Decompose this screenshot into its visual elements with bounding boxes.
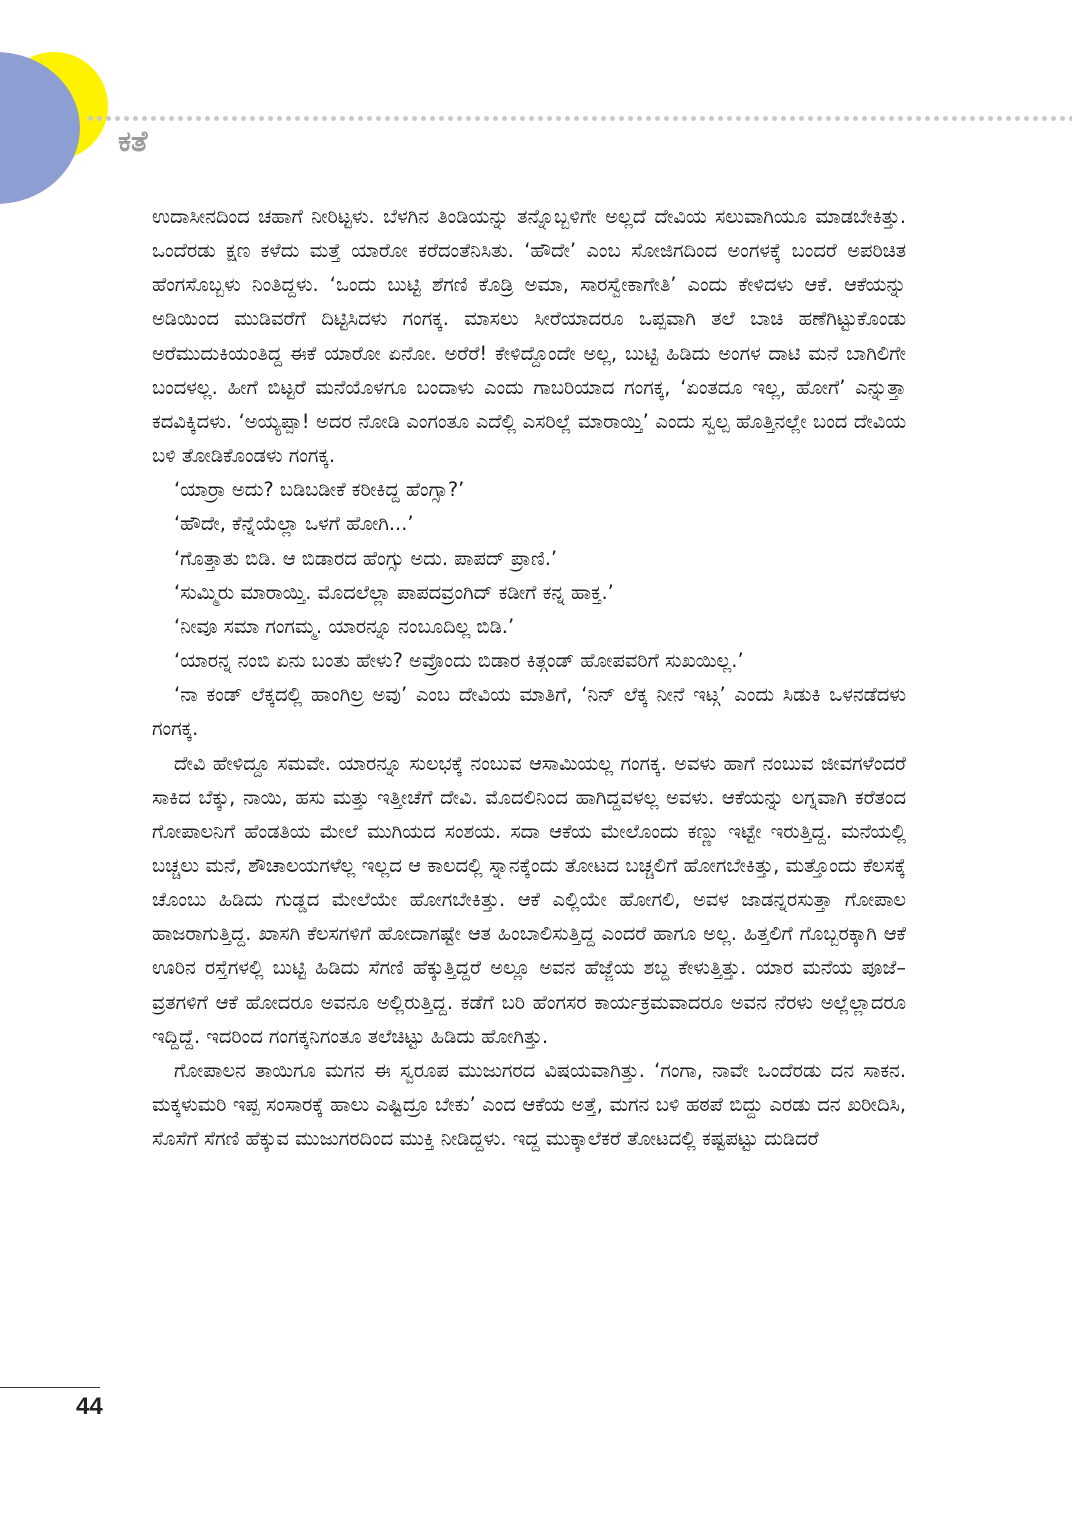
dotted-divider [88,116,1072,124]
divider-dot [574,116,579,121]
divider-dot [421,116,426,121]
paragraph: ‘ನಾ ಕಂಡ್ ಲೆಕ್ಕದಲ್ಲಿ ಹಾಂಗಿಲ್ರ ಅವು’ ಎಂಬ ದೇವಿಯ ಮಾತಿಗೆ, ‘ನಿನ್ ಲೆಕ್ಕ ನೀನೆ ಇಟ್ಗ’ ಎಂದು ಸಿಡುಕಿ ಒಳನಡೆದಳು ಗಂಗಕ್ಕ. [152,683,906,741]
divider-dot [934,116,939,121]
divider-dot [880,116,885,121]
divider-dot [646,116,651,121]
divider-dot [286,116,291,121]
divider-dot [997,116,1002,121]
divider-dot [628,116,633,121]
divider-dot [754,116,759,121]
divider-dot [529,116,534,121]
divider-dot [790,116,795,121]
divider-dot [673,116,678,121]
divider-dot [1015,116,1020,121]
divider-dot [700,116,705,121]
divider-dot [88,116,93,121]
divider-dot [799,116,804,121]
divider-dot [889,116,894,121]
divider-dot [655,116,660,121]
divider-dot [745,116,750,121]
divider-dot [169,116,174,121]
divider-dot [187,116,192,121]
divider-dot [277,116,282,121]
divider-dot [871,116,876,121]
divider-dot [547,116,552,121]
divider-dot [1006,116,1011,121]
divider-dot [835,116,840,121]
divider-dot [223,116,228,121]
divider-dot [142,116,147,121]
divider-dot [736,116,741,121]
divider-dot [268,116,273,121]
divider-dot [610,116,615,121]
divider-dot [511,116,516,121]
divider-dot [916,116,921,121]
story-text [152,200,906,1156]
divider-dot [304,116,309,121]
divider-dot [817,116,822,121]
divider-dot [853,116,858,121]
divider-dot [502,116,507,121]
divider-dot [439,116,444,121]
divider-dot [907,116,912,121]
divider-dot [727,116,732,121]
divider-dot [1024,116,1029,121]
divider-dot [664,116,669,121]
divider-dot [925,116,930,121]
divider-dot [493,116,498,121]
paragraph: ‘ನೀವೂ ಸಮಾ ಗಂಗಮ್ಮ. ಯಾರನ್ನೂ ನಂಬೂದಿಲ್ಲ ಬಿಡಿ.’ [174,614,515,638]
divider-dot [403,116,408,121]
divider-dot [592,116,597,121]
divider-dot [763,116,768,121]
divider-dot [241,116,246,121]
divider-dot [691,116,696,121]
divider-dot [961,116,966,121]
divider-dot [583,116,588,121]
divider-dot [943,116,948,121]
divider-dot [106,116,111,121]
divider-dot [430,116,435,121]
divider-dot [862,116,867,121]
paragraph: ‘ಹೌದೇ, ಕೆನ್ನೆಯೆಲ್ಲಾ ಒಳಗೆ ಹೋಗಿ...’ [174,512,414,536]
divider-dot [457,116,462,121]
divider-dot [196,116,201,121]
divider-dot [178,116,183,121]
divider-dot [367,116,372,121]
page-number: 44 [76,1393,103,1420]
divider-dot [124,116,129,121]
divider-dot [412,116,417,121]
divider-dot [358,116,363,121]
divider-dot [205,116,210,121]
divider-dot [718,116,723,121]
divider-dot [556,116,561,121]
divider-dot [115,116,120,121]
divider-dot [1033,116,1038,121]
divider-dot [394,116,399,121]
divider-dot [898,116,903,121]
divider-dot [160,116,165,121]
divider-dot [565,116,570,121]
divider-dot [214,116,219,121]
divider-dot [601,116,606,121]
paragraph: ‘ಯಾರ್‍ರಾ ಅದು? ಬಡಿಬಡೀಕೆ ಕರೀಕಿದ್ದ ಹೆಂಗ್ಸಾ?’ [174,478,465,502]
divider-dot [979,116,984,121]
paragraph: ‘ಸುಮ್ಮಿರು ಮಾರಾಯ್ತಿ. ಮೊದಲೆಲ್ಲಾ ಪಾಪದವ್ರಂಗಿದ್ ಕಡೀಗೆ ಕನ್ನ ಹಾಕ್ತ.’ [174,580,614,604]
paragraph: ದೇವಿ ಹೇಳಿದ್ದೂ ಸಮವೇ. ಯಾರನ್ನೂ ಸುಲಭಕ್ಕೆ ನಂಬುವ ಆಸಾಮಿಯಲ್ಲ ಗಂಗಕ್ಕ. ಅವಳು ಹಾಗೆ ನಂಬುವ ಜೀವಗಳೆಂದರೆ ಸಾಕಿದ ಬೆಕ್ಕು, ನಾಯಿ, ಹಸು ಮತ್ತು ಇತ್ತೀಚೆಗೆ ದೇವಿ. ಮೊದಲಿನಿಂದ ಹಾಗಿದ್ದವಳಲ್ಲ ಅವಳು. ಆಕೆಯನ್ನು ಲಗ್ನವಾಗಿ ಕರೆತಂದ ಗೋಪಾಲನಿಗೆ ಹೆಂಡತಿಯ ಮೇಲೆ ಮುಗಿಯದ ಸಂಶಯ. ಸದಾ ಆಕೆಯ ಮೇಲೊಂದು ಕಣ್ಣು ಇಟ್ಟೇ ಇರುತ್ತಿದ್ದ. ಮನೆಯಲ್ಲಿ ಬಚ್ಚಲು ಮನೆ, ಶೌಚಾಲಯಗಳೆಲ್ಲ ಇಲ್ಲದ ಆ ಕಾಲದಲ್ಲಿ ಸ್ನಾನಕ್ಕೆಂದು ತೋಟದ ಬಚ್ಚಲಿಗೆ ಹೋಗಬೇಕಿತ್ತು, ಮತ್ತೊಂದು ಕೆಲಸಕ್ಕೆ ಚೊಂಬು ಹಿಡಿದು ಗುಡ್ಡದ ಮೇಲೆಯೇ ಹೋಗಬೇಕಿತ್ತು. ಆಕೆ ಎಲ್ಲಿಯೇ ಹೋಗಲಿ, ಅವಳ ಜಾಡನ್ನರಸುತ್ತಾ ಗೋಪಾಲ ಹಾಜರಾಗುತ್ತಿದ್ದ. ಖಾಸಗಿ ಕೆಲಸಗಳಿಗೆ ಹೋದಾಗಷ್ಟೇ ಆತ ಹಿಂಬಾಲಿಸುತ್ತಿದ್ದ ಎಂದರೆ ಹಾಗೂ ಅಲ್ಲ. ಹಿತ್ತಲಿಗೆ ಗೊಬ್ಬರಕ್ಕಾಗಿ ಆಕೆ ಊರಿನ ರಸ್ತೆಗಳಲ್ಲಿ ಬುಟ್ಟಿ ಹಿಡಿದು ಸೆಗಣಿ ಹೆಕ್ಕುತ್ತಿದ್ದರೆ ಅಲ್ಲೂ ಅವನ ಹೆಜ್ಜೆಯ ಶಬ್ದ ಕೇಳುತ್ತಿತ್ತು. ಯಾರ ಮನೆಯ ಪೂಜೆ–ವ್ರತಗಳಿಗೆ ಆಕೆ ಹೋದರೂ ಅವನೂ ಅಲ್ಲಿರುತ್ತಿದ್ದ. ಕಡೆಗೆ ಬರಿ ಹೆಂಗಸರ ಕಾರ್ಯಕ್ರಮವಾದರೂ ಅವನ ನೆರಳು ಅಲ್ಲೆಲ್ಲಾದರೂ ಇದ್ದಿದ್ದೆ. ಇದರಿಂದ ಗಂಗಕ್ಕನಿಗಂತೂ ತಲೆಚಿಟ್ಟು ಹಿಡಿದು ಹೋಗಿತ್ತು. [152,751,906,1048]
paragraph: ಉದಾಸೀನದಿಂದ ಚಹಾಗೆ ನೀರಿಟ್ಟಳು. ಬೆಳಗಿನ ತಿಂಡಿಯನ್ನು ತನ್ನೊಬ್ಬಳಿಗೇ ಅಲ್ಲದೆ ದೇವಿಯ ಸಲುವಾಗಿಯೂ ಮಾಡಬೇಕಿತ್ತು. ಒಂದೆರಡು ಕ್ಷಣ ಕಳೆದು ಮತ್ತೆ ಯಾರೋ ಕರೆದಂತೆನಿಸಿತು. ‘ಹೌದೇ’ ಎಂಬ ಸೋಜಿಗದಿಂದ ಅಂಗಳಕ್ಕೆ ಬಂದರೆ ಅಪರಿಚಿತ ಹೆಂಗಸೊಬ್ಬಳು ನಿಂತಿದ್ದಳು. ‘ಒಂದು ಬುಟ್ಟಿ ಶೆಗಣಿ ಕೊಡ್ರಿ ಅಮಾ, ಸಾರಸ್ವೇಕಾಗೇತಿ’ ಎಂದು ಕೇಳಿದಳು ಆಕೆ. ಆಕೆಯನ್ನು ಅಡಿಯಿಂದ ಮುಡಿವರೆಗೆ ದಿಟ್ಟಿಸಿದಳು ಗಂಗಕ್ಕ. ಮಾಸಲು ಸೀರೆಯಾದರೂ ಒಪ್ಪವಾಗಿ ತಲೆ ಬಾಚಿ ಹಣೆಗಿಟ್ಟುಕೊಂಡು ಅರೆಮುದುಕಿಯಂತಿದ್ದ ಈಕೆ ಯಾರೋ ಏನೋ. ಅರೆರೆ! ಕೇಳಿದ್ದೊಂದೇ ಅಲ್ಲ, ಬುಟ್ಟಿ ಹಿಡಿದು ಅಂಗಳ ದಾಟಿ ಮನೆ ಬಾಗಿಲಿಗೇ ಬಂದಳಲ್ಲ. ಹೀಗೆ ಬಿಟ್ಟರೆ ಮನೆಯೊಳಗೂ ಬಂದಾಳು ಎಂದು ಗಾಬರಿಯಾದ ಗಂಗಕ್ಕ, ‘ಏಂತದೂ ಇಲ್ಲ, ಹೋಗೆ’ ಎನ್ನುತ್ತಾ ಕದವಿಕ್ಕಿದಳು. ‘ಅಯ್ಯಪ್ಪಾ! ಅದರ ನೋಡಿ ಎಂಗಂತೂ ಎದೆಲ್ಲಿ ಎಸರಿಲ್ಲೆ ಮಾರಾಯ್ತಿ’ ಎಂದು ಸ್ವಲ್ಪ ಹೊತ್ತಿನಲ್ಲೇ ಬಂದ ದೇವಿಯ ಬಳಿ ತೋಡಿಕೊಂಡಳು ಗಂಗಕ್ಕ. [152,205,906,468]
divider-dot [1060,116,1065,121]
divider-dot [826,116,831,121]
divider-dot [637,116,642,121]
divider-dot [259,116,264,121]
paragraph: ಗೋಪಾಲನ ತಾಯಿಗೂ ಮಗನ ಈ ಸ್ವರೂಪ ಮುಜುಗರದ ವಿಷಯವಾಗಿತ್ತು. ‘ಗಂಗಾ, ನಾವೇ ಒಂದೆರಡು ದನ ಸಾಕನ. ಮಕ್ಕಳುಮರಿ ಇಪ್ಪ ಸಂಸಾರಕ್ಕೆ ಹಾಲು ಎಷ್ಟಿದ್ರೂ ಬೇಕು’ ಎಂದ ಆಕೆಯ ಅತ್ತೆ, ಮಗನ ಬಳಿ ಹಠಪೆ ಬಿದ್ದು ಎರಡು ದನ ಖರೀದಿಸಿ, ಸೊಸೆಗೆ ಸೆಗಣಿ ಹೆಕ್ಕುವ ಮುಜುಗರದಿಂದ ಮುಕ್ತಿ ನೀಡಿದ್ದಳು. ಇದ್ದ ಮುಕ್ಕಾಲೆಕರೆ ತೋಟದಲ್ಲಿ ಕಷ್ಟಪಟ್ಟು ದುಡಿದರೆ [152,1058,906,1151]
divider-dot [988,116,993,121]
divider-dot [619,116,624,121]
divider-dot [331,116,336,121]
divider-dot [376,116,381,121]
divider-dot [484,116,489,121]
divider-dot [295,116,300,121]
divider-dot [808,116,813,121]
footer-rule [0,1387,100,1388]
divider-dot [448,116,453,121]
divider-dot [781,116,786,121]
divider-dot [844,116,849,121]
divider-dot [952,116,957,121]
divider-dot [250,116,255,121]
divider-dot [1042,116,1047,121]
divider-dot [340,116,345,121]
paragraph: ‘ಯಾರನ್ನ ನಂಬಿ ಏನು ಬಂತು ಹೇಳು? ಅವ್ರೊಂದು ಬಿಡಾರ ಕಿತ್ಗಂಡ್ ಹೋಪವರಿಗೆ ಸುಖಯಿಲ್ಲ.’ [174,649,744,673]
divider-dot [385,116,390,121]
divider-dot [97,116,102,121]
paragraph: ‘ಗೊತ್ತಾತು ಬಿಡಿ. ಆ ಬಿಡಾರದ ಹೆಂಗ್ಸು ಅದು. ಪಾಪದ್ ಪ್ರಾಣಿ.’ [174,546,558,570]
divider-dot [682,116,687,121]
divider-dot [1051,116,1056,121]
divider-dot [232,116,237,121]
divider-dot [466,116,471,121]
divider-dot [970,116,975,121]
divider-dot [538,116,543,121]
divider-dot [772,116,777,121]
divider-dot [322,116,327,121]
divider-dot [313,116,318,121]
divider-dot [475,116,480,121]
divider-dot [520,116,525,121]
divider-dot [349,116,354,121]
divider-dot [709,116,714,121]
divider-dot [151,116,156,121]
section-label: ಕತೆ [118,124,148,158]
divider-dot [133,116,138,121]
